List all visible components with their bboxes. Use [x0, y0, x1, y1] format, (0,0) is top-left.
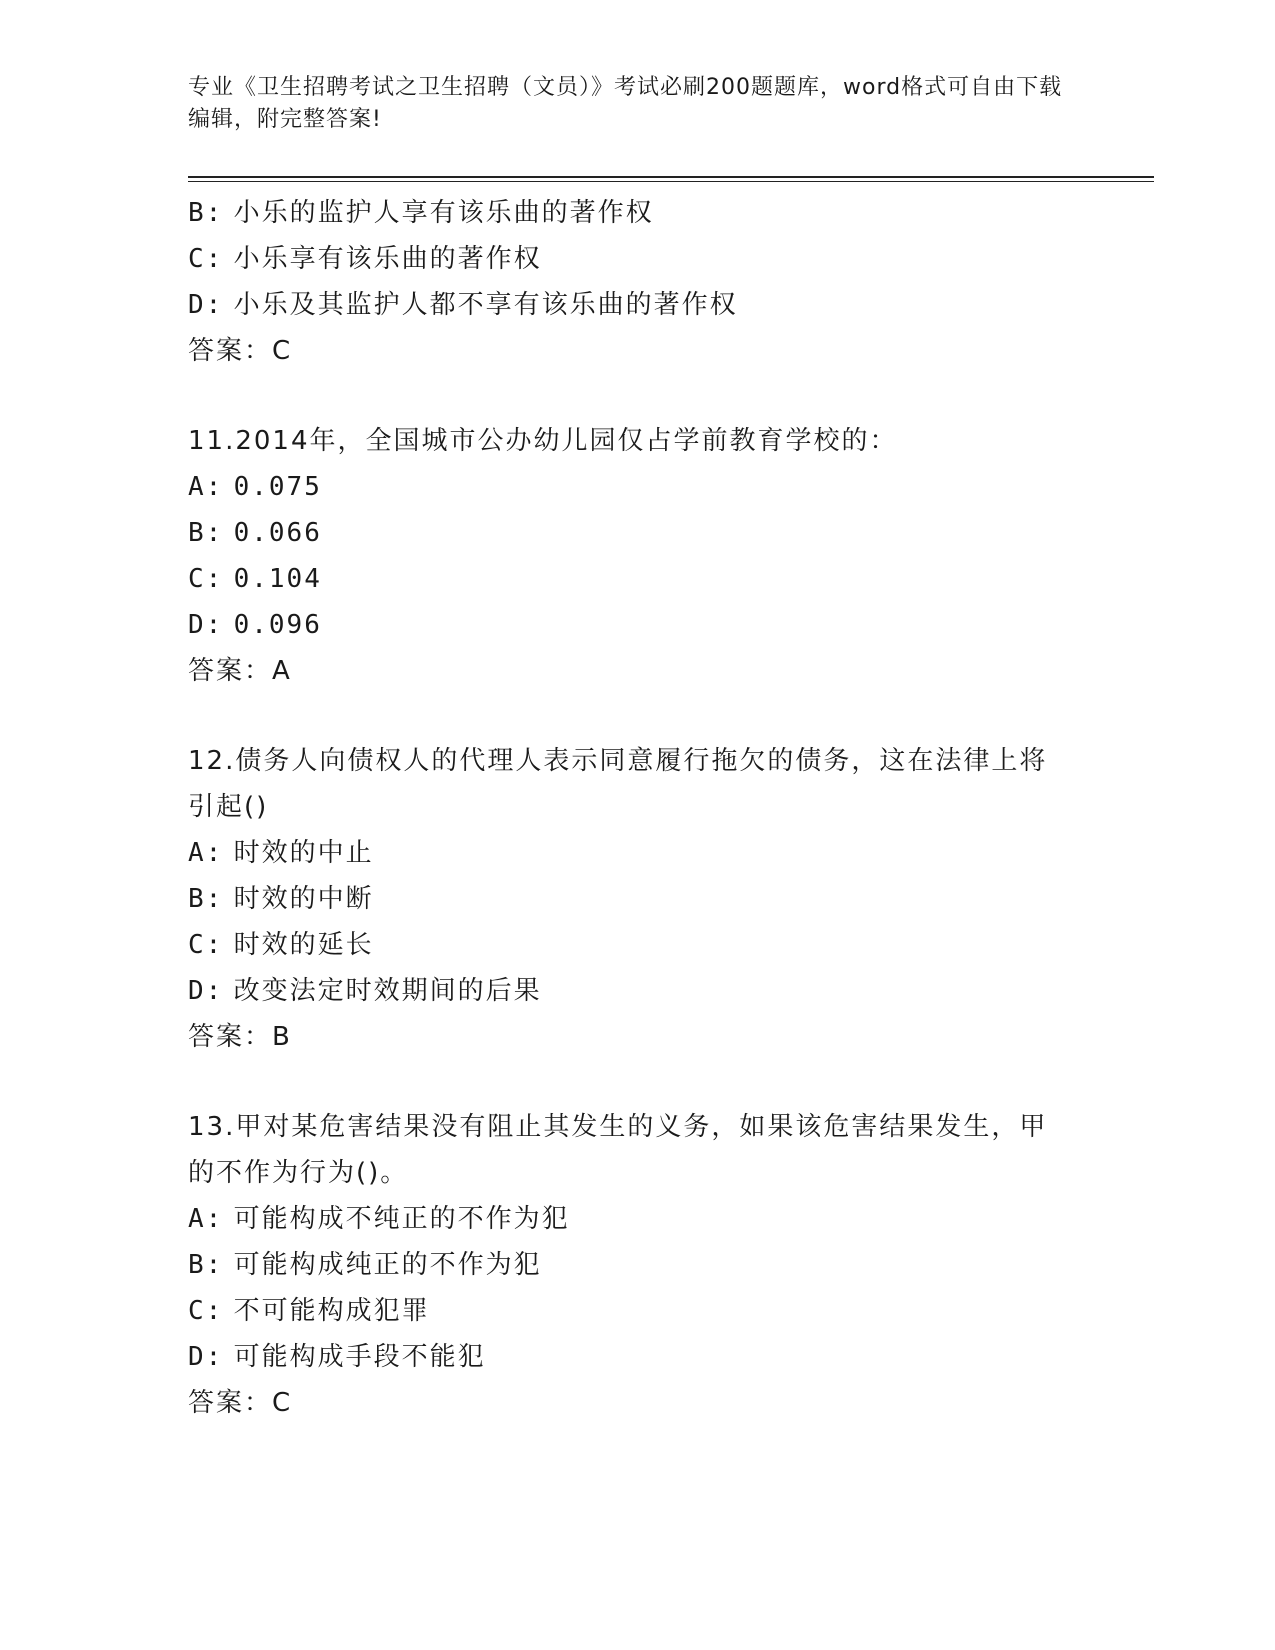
- option-text: 时效的中止: [233, 838, 374, 868]
- option-letter: D:: [188, 610, 224, 640]
- option-letter: B:: [188, 518, 224, 548]
- option-b: [188, 876, 1088, 922]
- option-letter: C:: [188, 564, 224, 594]
- option-a: [188, 464, 1088, 510]
- option-letter: B:: [188, 884, 224, 914]
- question-block-11: [188, 418, 1088, 694]
- question-block-13: [188, 1104, 1088, 1426]
- option-text: 0.075: [233, 472, 322, 502]
- question-block-12: [188, 738, 1088, 1060]
- option-letter: C:: [188, 930, 224, 960]
- question-stem: 11.2014年，全国城市公办幼儿园仅占学前教育学校的：: [188, 426, 898, 456]
- option-text: 改变法定时效期间的后果: [233, 976, 542, 1006]
- option-b: [188, 190, 1088, 236]
- option-c: [188, 236, 1088, 282]
- option-letter: B:: [188, 1250, 224, 1280]
- option-text: 小乐的监护人享有该乐曲的著作权: [233, 198, 654, 228]
- option-a: [188, 1196, 1088, 1242]
- option-d: [188, 968, 1088, 1014]
- option-letter: A:: [188, 1204, 224, 1234]
- option-text: 时效的延长: [233, 930, 374, 960]
- option-letter: A:: [188, 838, 224, 868]
- option-b: [188, 1242, 1088, 1288]
- option-text: 0.104: [233, 564, 322, 594]
- question-stem: 12.债务人向债权人的代理人表示同意履行拖欠的债务，这在法律上将引起(): [188, 746, 1048, 822]
- answer-line: 答案：A: [188, 656, 292, 686]
- header-rule-thick: [188, 176, 1154, 178]
- option-text: 0.096: [233, 610, 322, 640]
- option-text: 可能构成纯正的不作为犯: [233, 1250, 542, 1280]
- option-letter: D:: [188, 1342, 224, 1372]
- option-d: [188, 602, 1088, 648]
- option-text: 0.066: [233, 518, 322, 548]
- option-c: [188, 1288, 1088, 1334]
- answer-line: 答案：C: [188, 336, 293, 366]
- option-text: 可能构成不纯正的不作为犯: [233, 1204, 570, 1234]
- option-text: 小乐及其监护人都不享有该乐曲的著作权: [233, 290, 738, 320]
- document-header: 专业《卫生招聘考试之卫生招聘（文员）》考试必刷200题题库，word格式可自由下载编辑，附完整答案!: [188, 75, 1063, 132]
- option-text: 不可能构成犯罪: [233, 1296, 430, 1326]
- option-letter: D:: [188, 290, 224, 320]
- option-c: [188, 556, 1088, 602]
- option-letter: A:: [188, 472, 224, 502]
- option-letter: D:: [188, 976, 224, 1006]
- option-d: [188, 282, 1088, 328]
- option-text: 小乐享有该乐曲的著作权: [233, 244, 542, 274]
- answer-line: 答案：B: [188, 1022, 292, 1052]
- header-rule-thin: [188, 181, 1154, 182]
- option-text: 时效的中断: [233, 884, 374, 914]
- document-body: [188, 190, 1088, 1426]
- option-letter: B:: [188, 198, 224, 228]
- option-letter: C:: [188, 244, 224, 274]
- option-letter: C:: [188, 1296, 224, 1326]
- question-block-10: [188, 190, 1088, 374]
- answer-line: 答案：C: [188, 1388, 293, 1418]
- option-b: [188, 510, 1088, 556]
- option-c: [188, 922, 1088, 968]
- question-stem: 13.甲对某危害结果没有阻止其发生的义务，如果该危害结果发生，甲的不作为行为()。: [188, 1112, 1048, 1188]
- option-text: 可能构成手段不能犯: [233, 1342, 486, 1372]
- option-a: [188, 830, 1088, 876]
- option-d: [188, 1334, 1088, 1380]
